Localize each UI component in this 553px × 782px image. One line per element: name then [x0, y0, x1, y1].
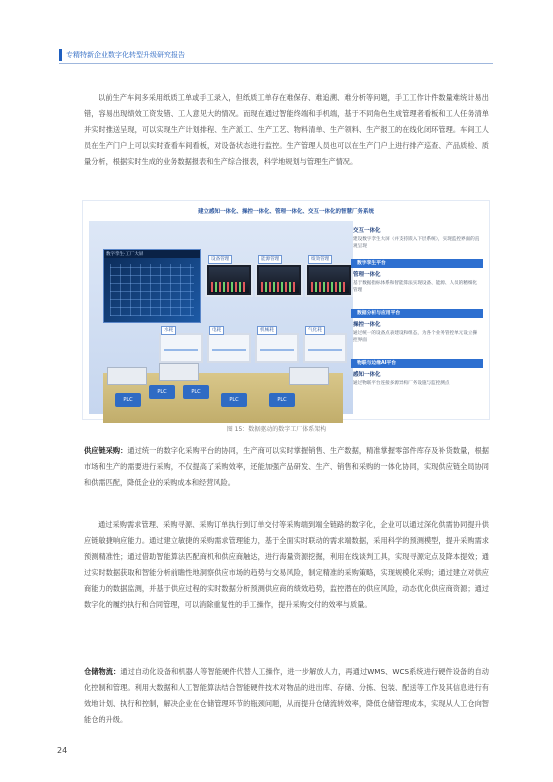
storage-label: 仓储物流： [84, 667, 121, 676]
tag-gas: 气化耗 [305, 326, 325, 335]
twin-visual [110, 264, 194, 316]
meter-water [159, 333, 203, 363]
tag-energy: 能源管理 [258, 255, 282, 264]
layer-interaction: 交互一体化 建设数字孪生大屏（并支持嵌入下层系统），实现监控界面的直观呈现 [353, 228, 480, 249]
paragraph-supply-chain [84, 443, 489, 491]
figure-title: 建立感知一体化、操控一体化、管理一体化、交互一体化的智慧厂务系统 [197, 209, 374, 215]
band-digital-twin: 数字孪生平台 [351, 259, 483, 268]
supply-label: 供应链采购： [84, 446, 128, 455]
band-data-analysis: 数据分析与应用平台 [351, 309, 483, 318]
tag-water: 水耗 [161, 326, 176, 335]
tag-equipment: 设备管理 [208, 255, 232, 264]
band-iot-edge: 物联与边缘AI平台 [351, 359, 483, 368]
plc-unit: PLC [221, 393, 247, 407]
paragraph-production: 以前生产车间多采用纸质工单或手工录入，但纸质工单存在难保存、难追溯、难分析等问题，手工工作计件数量难统计易出错，容易出现绩效工资发错、工人意见大的情况。而现在通过智能终端和手机端，基于不同角色生成管理者看板和工人任务清单并实时推送呈现，可以实现生产计划排程、生产派工、生产工艺、物料清单、生产领料、生产报工的在线化闭环管理。车间工人员在生产门户上可以实时查看车间看板，对设备状态进行监控。生产管理人员也可以在生产门户上进行排产巡查、产品质检、质量分析，根据实时生成的业务数据报表和生产综合报表，科学地规划与管理生产情况。 [84, 93, 489, 166]
layer-management: 管理一体化 基于数据指标体系和智能算法实现设备、能源、人员的精细化管理 [353, 272, 478, 293]
plc-unit: PLC [149, 385, 175, 399]
meter-power [207, 333, 251, 363]
monitor-energy [255, 263, 303, 297]
paragraph-warehousing [84, 664, 489, 728]
figure-caption: 图 15：数据驱动的数字工厂体系架构 [226, 426, 327, 433]
paragraph-procurement: 通过采购需求管理、采购寻源、采购订单执行到订单交付等采购端到端全链路的数字化，企业可以通过深化供需协同提升供应链敏捷响应能力。通过建立敏捷的采购需求管理能力，基于全面实时联动的需求端数据，采用科学的预测模型，提升采购需求预测精准性；通过借助智能算法匹配商机和供应商触达，进行海量资源挖掘，利用在线谈判工具，实现寻源定点及降本提效；通过实时数据获取和智能分析前瞻性地洞察供应市场的趋势与交易风险，制定精准的采购策略，实现规模化采购；通过建立对供应商能力的数据监测，并基于供应过程的实时数据分析预测供应商的绩效趋势，监控潜在的供应风险，动态优化供应商资源；通过数字化的履约执行和合同管理，可以消除重复性的手工操作，提升采购交付的效率与质量。 [84, 520, 489, 609]
header-accent-bar [59, 49, 62, 61]
monitor-equipment [205, 263, 253, 297]
running-header: 专精特新企业数字化转型升级研究报告 [66, 51, 185, 59]
layer-perception: 感知一体化 通过物联平台连接多源异构厂务设施与监控测点 [353, 372, 450, 386]
tag-power: 电耗 [209, 326, 224, 335]
edge-device [289, 367, 329, 385]
factory-board [89, 221, 353, 414]
monitor-performance [305, 263, 353, 297]
storage-text: 通过自动化设备和机器人等智能硬件代替人工操作，进一步解放人力，再通过WMS、WCS系统进行硬件设备的自动化控制和管理。利用大数据和人工智能算法结合智能硬件技术对物品的进出库、存储、分拣、包装、配送等工作及其信息进行有效地计划、执行和控制，解决企业在仓储管理环节的瓶颈问题，从而提升仓储流转效率，降低仓储管理成本，实现从人工仓向智能仓的升级。 [84, 667, 489, 724]
page-number: 24 [57, 746, 68, 755]
digital-twin-screen [103, 249, 201, 323]
layer-control: 操控一体化 通过统一的设备点表建设和组态，为各个业务管控单元设立操控界面 [353, 322, 478, 343]
plc-unit: PLC [269, 393, 295, 407]
meter-gas [303, 333, 347, 363]
header-divider [59, 63, 493, 64]
plc-unit: PLC [115, 393, 141, 407]
supply-text: 通过统一的数字化采购平台的协同，生产商可以实时掌握销售、生产数据，精准掌握零部件库存及补货数量，根据市场和生产的需要进行采购，不仅提高了采购效率，还能加强产品研发、生产、销售和采购的一体化协同，实现供应链全局协同和供需匹配，降低企业的采购成本和经营风险。 [84, 446, 489, 487]
plc-unit: PLC [183, 385, 209, 399]
edge-device [107, 367, 147, 385]
edge-device [159, 363, 199, 381]
tag-mechanical: 机械耗 [257, 326, 277, 335]
meter-mechanical [255, 333, 299, 363]
architecture-figure [82, 200, 490, 420]
tag-performance: 绩效管理 [308, 255, 332, 264]
twin-label: 数字孪生·工厂大屏 [104, 250, 200, 258]
